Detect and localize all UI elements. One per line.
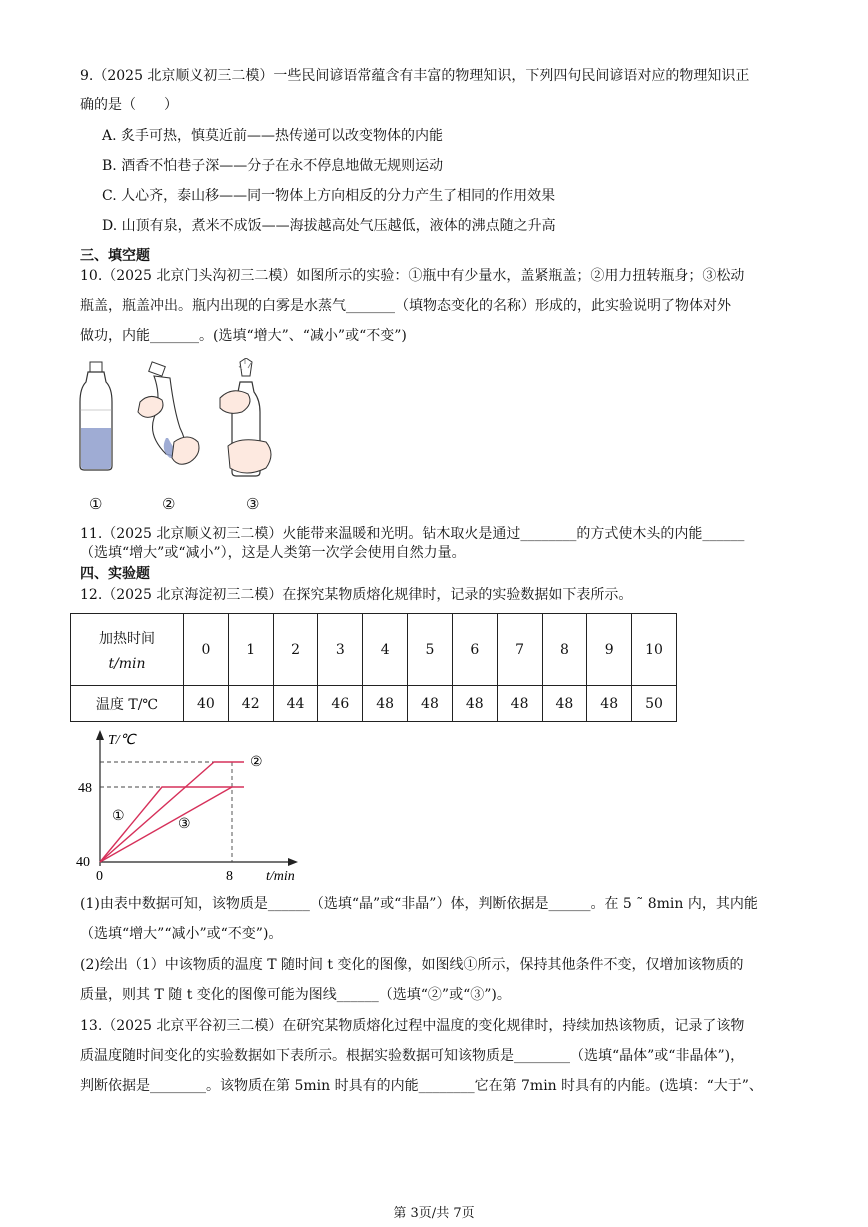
q10-figure-label-2: ② xyxy=(162,495,176,513)
q10-line3: 做功，内能_______。(选填“增大”、“减小”或“不变”) xyxy=(80,328,407,344)
x-axis-label: t/min xyxy=(266,869,295,884)
table-cell: 10 xyxy=(632,614,677,686)
bottle-3-illustration xyxy=(220,358,271,476)
y-axis-arrow xyxy=(96,730,104,740)
table-cell: 48 xyxy=(497,686,542,722)
q12-part2-line2: 质量，则其 T 随 t 变化的图像可能为图线______（选填“②”或“③”)。 xyxy=(80,987,511,1003)
table-header-temperature: 温度 T/℃ xyxy=(71,686,184,722)
q12-part1-line1: (1)由表中数据可知，该物质是______（选填“晶”或“非晶”）体，判断依据是______。在 5 ˜ 8min 内，其内能 xyxy=(80,896,758,912)
table-row-temperature xyxy=(71,686,677,722)
table-row-time xyxy=(71,614,677,686)
table-cell: 5 xyxy=(408,614,453,686)
bottle-2-illustration xyxy=(138,362,199,464)
q9-stem-line1: 9.（2025 北京顺义初三二模）一些民间谚语常蕴含有丰富的物理知识，下列四句民间谚语对应的物理知识正 xyxy=(80,68,750,84)
q10-figure-label-1: ① xyxy=(89,495,103,513)
bottle-1-illustration xyxy=(80,362,112,470)
table-cell: 3 xyxy=(318,614,363,686)
q9-stem-line2: 确的是（ ） xyxy=(80,97,178,113)
x-axis-arrow xyxy=(288,858,298,866)
q13-line3: 判断依据是________。该物质在第 5min 时具有的内能________它在第 7min 时具有的内能。(选填：“大于”、 xyxy=(80,1078,763,1094)
table-cell: 50 xyxy=(632,686,677,722)
q9-option-a: A. 炙手可热，慎莫近前——热传递可以改变物体的内能 xyxy=(102,128,444,144)
q12-temperature-graph xyxy=(72,728,312,892)
table-cell: 48 xyxy=(363,686,408,722)
table-cell: 6 xyxy=(452,614,497,686)
page-number-footer: 第 3页/共 7页 xyxy=(393,1206,475,1221)
tick-label-40: 40 xyxy=(76,855,90,870)
graph-line-label-1: ① xyxy=(112,809,125,824)
q12-part1-line2: （选填“增大”“减小”或“不变”)。 xyxy=(80,926,283,942)
q9-option-b: B. 酒香不怕巷子深——分子在永不停息地做无规则运动 xyxy=(102,158,444,174)
tick-label-8: 8 xyxy=(226,869,233,884)
section-heading-fill-blank: 三、填空题 xyxy=(80,248,150,264)
table-cell: 48 xyxy=(408,686,453,722)
table-cell: 44 xyxy=(273,686,318,722)
tick-label-0: 0 xyxy=(96,869,103,884)
section-heading-experiment: 四、实验题 xyxy=(80,566,150,582)
table-header-time xyxy=(71,614,184,686)
q10-figure-label-3: ③ xyxy=(246,495,260,513)
graph-line-label-2: ② xyxy=(250,755,263,770)
table-cell: 0 xyxy=(184,614,229,686)
table-header-time-unit: t/min xyxy=(108,655,146,672)
table-cell: 8 xyxy=(542,614,587,686)
table-cell: 48 xyxy=(452,686,497,722)
table-header-time-label: 加热时间 xyxy=(99,630,155,647)
table-cell: 1 xyxy=(228,614,273,686)
table-cell: 46 xyxy=(318,686,363,722)
q9-option-c: C. 人心齐，泰山移——同一物体上方向相反的分力产生了相同的作用效果 xyxy=(102,188,556,204)
q13-line1: 13.（2025 北京平谷初三二模）在研究某物质熔化过程中温度的变化规律时，持续加热该物质，记录了该物 xyxy=(80,1018,745,1034)
q13-line2: 质温度随时间变化的实验数据如下表所示。根据实验数据可知该物质是________（选填“晶体”或“非晶体”)， xyxy=(80,1048,745,1064)
table-cell: 2 xyxy=(273,614,318,686)
q11-line2: （选填“增大”或“减小”），这是人类第一次学会使用自然力量。 xyxy=(80,545,466,561)
table-cell: 42 xyxy=(228,686,273,722)
y-axis-label: T/℃ xyxy=(108,733,136,748)
graph-line-3 xyxy=(100,787,232,862)
q9-option-d: D. 山顶有泉，煮米不成饭——海拔越高处气压越低，液体的沸点随之升高 xyxy=(102,218,556,234)
tick-label-48: 48 xyxy=(78,781,92,796)
table-cell: 4 xyxy=(363,614,408,686)
table-cell: 9 xyxy=(587,614,632,686)
table-cell: 40 xyxy=(184,686,229,722)
q11-line1: 11.（2025 北京顺义初三二模）火能带来温暖和光明。钻木取火是通过________的方式使木头的内能______ xyxy=(80,526,745,542)
graph-line-label-3: ③ xyxy=(178,817,191,832)
table-cell: 48 xyxy=(587,686,632,722)
q10-line1: 10.（2025 北京门头沟初三二模）如图所示的实验：①瓶中有少量水，盖紧瓶盖；②用力扭转瓶身；③松动 xyxy=(80,268,745,284)
q10-line2: 瓶盖，瓶盖冲出。瓶内出现的白雾是水蒸气_______（填物态变化的名称）形成的，此实验说明了物体对外 xyxy=(80,298,731,314)
q12-stem: 12.（2025 北京海淀初三二模）在探究某物质熔化规律时，记录的实验数据如下表所示。 xyxy=(80,587,633,603)
table-cell: 7 xyxy=(497,614,542,686)
q12-part2-line1: (2)绘出（1）中该物质的温度 T 随时间 t 变化的图像，如图线①所示，保持其他条件不变，仅增加该物质的 xyxy=(80,957,744,973)
q12-data-table xyxy=(70,613,677,722)
table-cell: 48 xyxy=(542,686,587,722)
